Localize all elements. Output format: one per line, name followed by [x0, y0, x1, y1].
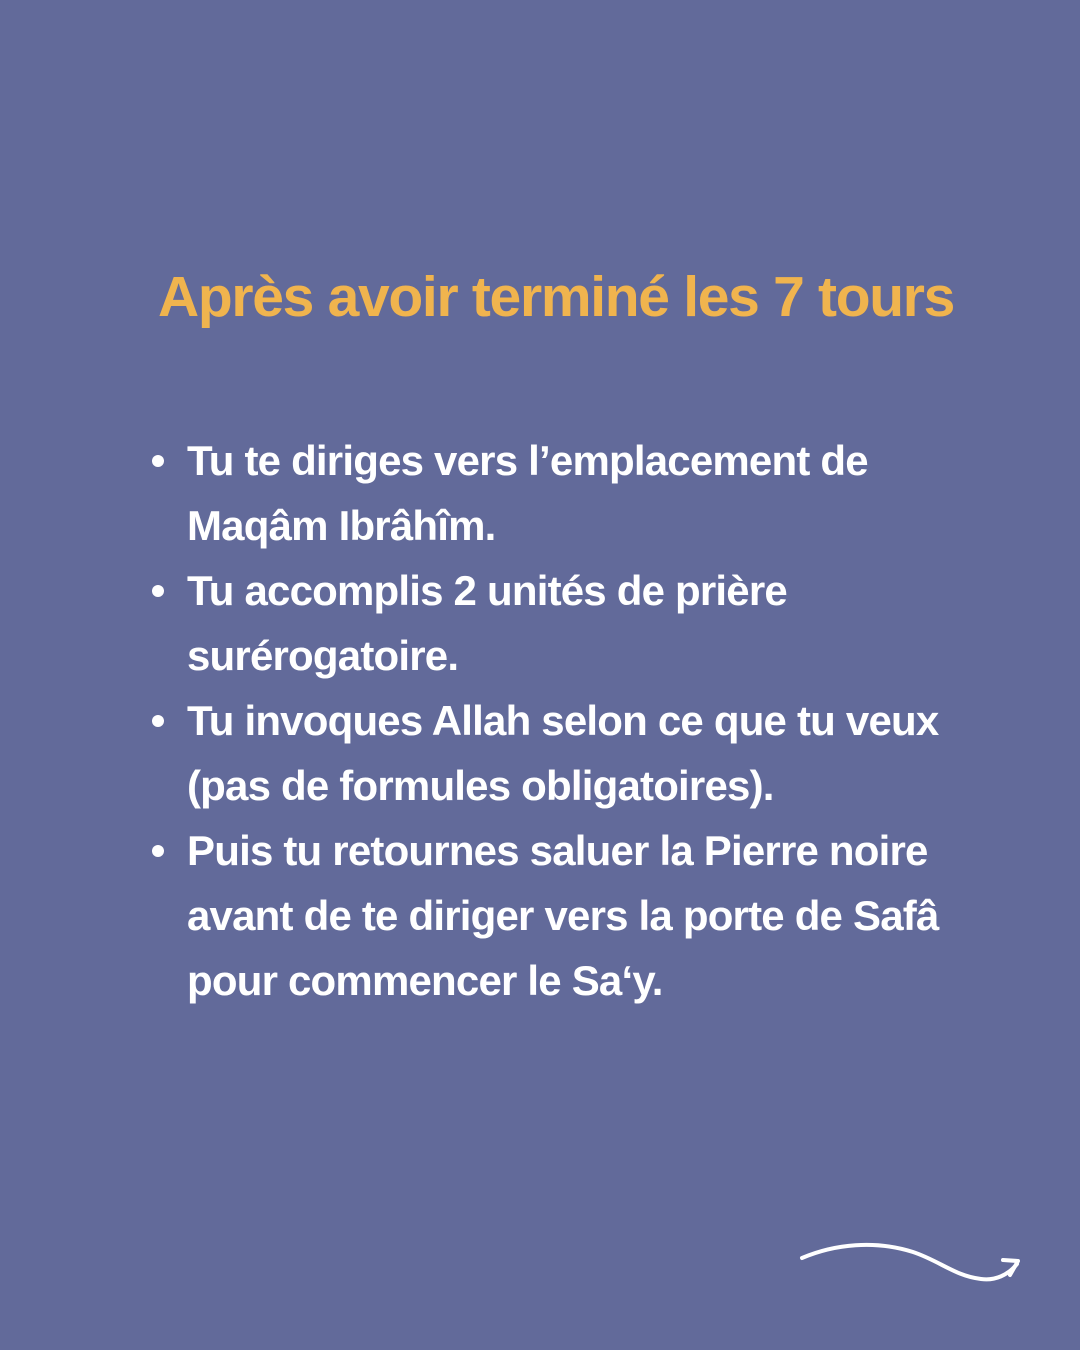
- bullet-item: [150, 428, 1030, 558]
- bullet-text-line: surérogatoire.: [187, 632, 459, 679]
- bullet-text-line: pour commencer le Sa‘y.: [187, 957, 663, 1004]
- bullet-text-line: Tu invoques Allah selon ce que tu veux: [187, 697, 939, 744]
- curvy-arrow-right-icon[interactable]: [795, 1230, 1025, 1290]
- bullet-dot-icon: [152, 845, 164, 857]
- bullet-text-line: (pas de formules obligatoires).: [187, 762, 774, 809]
- bullet-item: [150, 688, 1030, 818]
- slide-title: Après avoir terminé les 7 tours: [158, 265, 955, 329]
- bullet-dot-icon: [152, 715, 164, 727]
- bullet-text-line: Puis tu retournes saluer la Pierre noire: [187, 827, 928, 874]
- bullet-text-line: Maqâm Ibrâhîm.: [187, 502, 496, 549]
- bullet-list: [150, 428, 1030, 1013]
- bullet-text-line: Tu te diriges vers l’emplacement de: [187, 437, 868, 484]
- bullet-item: [150, 558, 1030, 688]
- bullet-dot-icon: [152, 585, 164, 597]
- bullet-item: [150, 818, 1030, 1013]
- bullet-text-line: Tu accomplis 2 unités de prière: [187, 567, 787, 614]
- bullet-text-line: avant de te diriger vers la porte de Safâ: [187, 892, 939, 939]
- bullet-dot-icon: [152, 455, 164, 467]
